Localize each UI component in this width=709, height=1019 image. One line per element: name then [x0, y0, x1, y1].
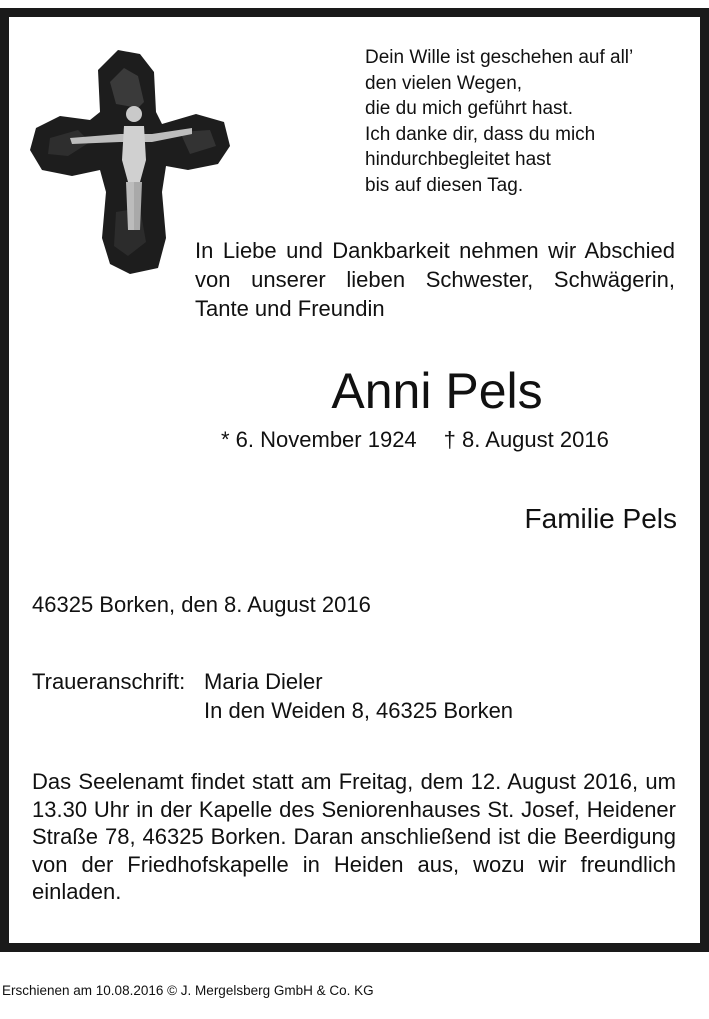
- address-label: Traueranschrift:: [32, 669, 186, 694]
- death-date: † 8. August 2016: [443, 427, 609, 452]
- intro-text: In Liebe und Dankbarkeit nehmen wir Abschied von unserer lieben Schwester, Schwägerin, Tante und Freundin: [195, 238, 675, 321]
- poem-line: Ich danke dir, dass du mich: [365, 123, 596, 145]
- deceased-name: Anni Pels: [331, 363, 543, 419]
- poem-line: den vielen Wegen,: [365, 72, 523, 94]
- mourning-address: [32, 667, 513, 725]
- family-signature: Familie Pels: [524, 503, 677, 534]
- poem-line: hindurchbegleitet hast: [365, 149, 551, 171]
- service-text: Das Seelenamt findet statt am Freitag, dem 12. August 2016, um 13.30 Uhr in der Kapelle des Seniorenhauses St. Josef, Heidener Straße 78, 46325 Borken. Daran anschließend ist die Beerdigung von der Friedhofskapelle in Heiden aus, wozu wir freundlich einladen.: [32, 769, 676, 904]
- poem: [365, 45, 633, 199]
- life-dates: [221, 427, 609, 453]
- poem-line: Dein Wille ist geschehen auf all’: [365, 47, 634, 68]
- address-name: Maria Dieler: [204, 669, 323, 694]
- birth-date: * 6. November 1924: [221, 427, 417, 452]
- poem-line: die du mich geführt hast.: [365, 98, 574, 120]
- publication-footer: Erschienen am 10.08.2016 © J. Mergelsberg GmbH & Co. KG: [2, 983, 374, 998]
- address-street: In den Weiden 8, 46325 Borken: [204, 698, 514, 723]
- poem-line: bis auf diesen Tag.: [365, 174, 524, 196]
- place-date: 46325 Borken, den 8. August 2016: [32, 592, 371, 617]
